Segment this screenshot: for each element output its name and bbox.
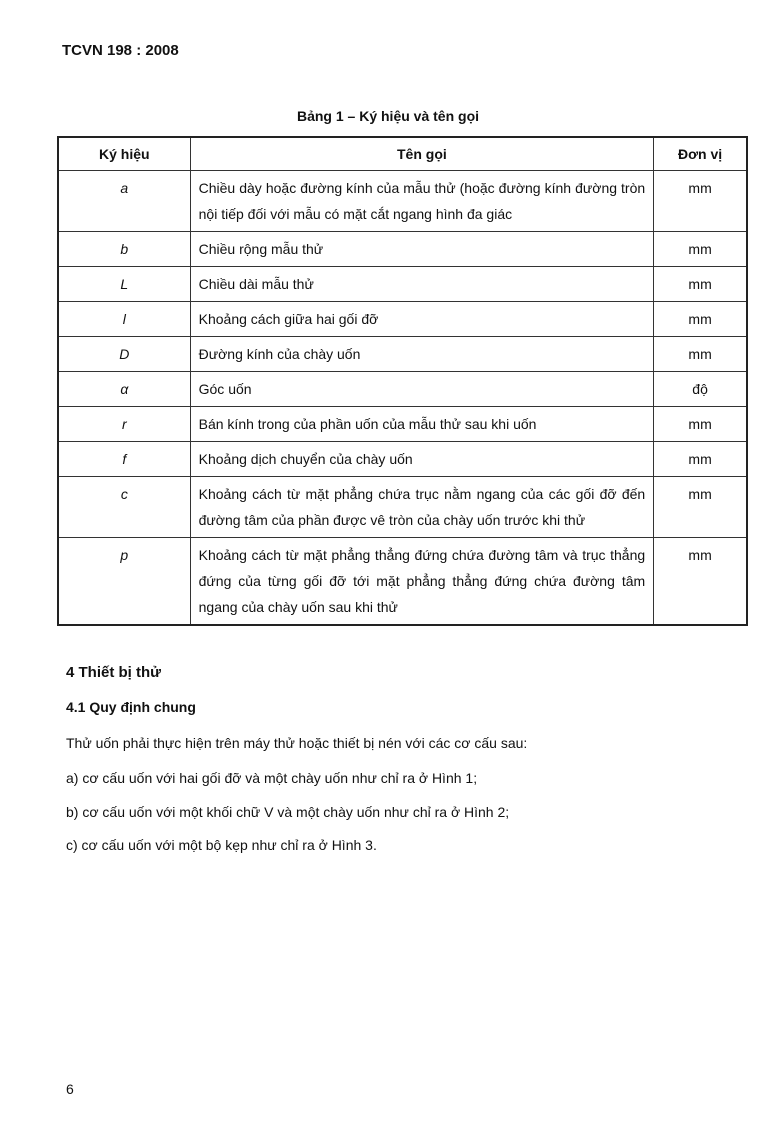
unit-cell: mm xyxy=(654,407,747,442)
name-cell: Chiều rộng mẫu thử xyxy=(190,232,654,267)
table-row xyxy=(58,477,747,538)
section-title: 4 Thiết bị thử xyxy=(66,664,162,681)
symbols-table xyxy=(57,136,748,626)
unit-cell: mm xyxy=(654,267,747,302)
unit-cell: mm xyxy=(654,232,747,267)
unit-cell: mm xyxy=(654,477,747,538)
table-row xyxy=(58,372,747,407)
name-cell: Khoảng cách giữa hai gối đỡ xyxy=(190,302,654,337)
list-item: c) cơ cấu uốn với một bộ kẹp như chỉ ra ở Hình 3. xyxy=(66,837,377,853)
name-cell: Góc uốn xyxy=(190,372,654,407)
table-row xyxy=(58,302,747,337)
column-header-name: Tên gọi xyxy=(190,137,654,171)
table-row xyxy=(58,337,747,372)
subsection-title: 4.1 Quy định chung xyxy=(66,699,196,715)
name-cell: Bán kính trong của phần uốn của mẫu thử sau khi uốn xyxy=(190,407,654,442)
symbol-cell: α xyxy=(58,372,190,407)
symbol-cell: f xyxy=(58,442,190,477)
name-cell: Khoảng dịch chuyển của chày uốn xyxy=(190,442,654,477)
table-title: Bảng 1 – Ký hiệu và tên gọi xyxy=(296,108,480,124)
table-row xyxy=(58,538,747,626)
name-cell: Đường kính của chày uốn xyxy=(190,337,654,372)
list-item: a) cơ cấu uốn với hai gối đỡ và một chày uốn như chỉ ra ở Hình 1; xyxy=(66,770,478,786)
symbol-cell: c xyxy=(58,477,190,538)
unit-cell: mm xyxy=(654,171,747,232)
table-row xyxy=(58,267,747,302)
symbol-cell: D xyxy=(58,337,190,372)
intro-paragraph: Thử uốn phải thực hiện trên máy thử hoặc thiết bị nén với các cơ cấu sau: xyxy=(66,735,528,751)
column-header-unit: Đơn vị xyxy=(654,137,747,171)
table-row xyxy=(58,407,747,442)
unit-cell: độ xyxy=(654,372,747,407)
unit-cell: mm xyxy=(654,538,747,626)
symbol-cell: b xyxy=(58,232,190,267)
column-header-symbol: Ký hiệu xyxy=(58,137,190,171)
symbol-cell: L xyxy=(58,267,190,302)
list-item: b) cơ cấu uốn với một khối chữ V và một chày uốn như chỉ ra ở Hình 2; xyxy=(66,804,510,820)
name-cell: Chiều dày hoặc đường kính của mẫu thử (hoặc đường kính đường tròn nội tiếp đối với mẫu có mặt cắt ngang hình đa giác xyxy=(190,171,654,232)
table-header-row xyxy=(58,137,747,171)
unit-cell: mm xyxy=(654,302,747,337)
name-cell: Chiều dài mẫu thử xyxy=(190,267,654,302)
page-number: 6 xyxy=(66,1081,74,1097)
name-cell: Khoảng cách từ mặt phẳng chứa trục nằm ngang của các gối đỡ đến đường tâm của phần được vê tròn của chày uốn trước khi thử xyxy=(190,477,654,538)
symbol-cell: p xyxy=(58,538,190,626)
unit-cell: mm xyxy=(654,442,747,477)
unit-cell: mm xyxy=(654,337,747,372)
name-cell: Khoảng cách từ mặt phẳng thẳng đứng chứa đường tâm và trục thẳng đứng của từng gối đỡ tới mặt phẳng thẳng đứng chứa đường tâm ngang của chày uốn sau khi thử xyxy=(190,538,654,626)
symbol-cell: a xyxy=(58,171,190,232)
table-row xyxy=(58,232,747,267)
symbol-cell: l xyxy=(58,302,190,337)
table-row xyxy=(58,171,747,232)
standard-code: TCVN 198 : 2008 xyxy=(62,42,179,59)
table-row xyxy=(58,442,747,477)
symbol-cell: r xyxy=(58,407,190,442)
